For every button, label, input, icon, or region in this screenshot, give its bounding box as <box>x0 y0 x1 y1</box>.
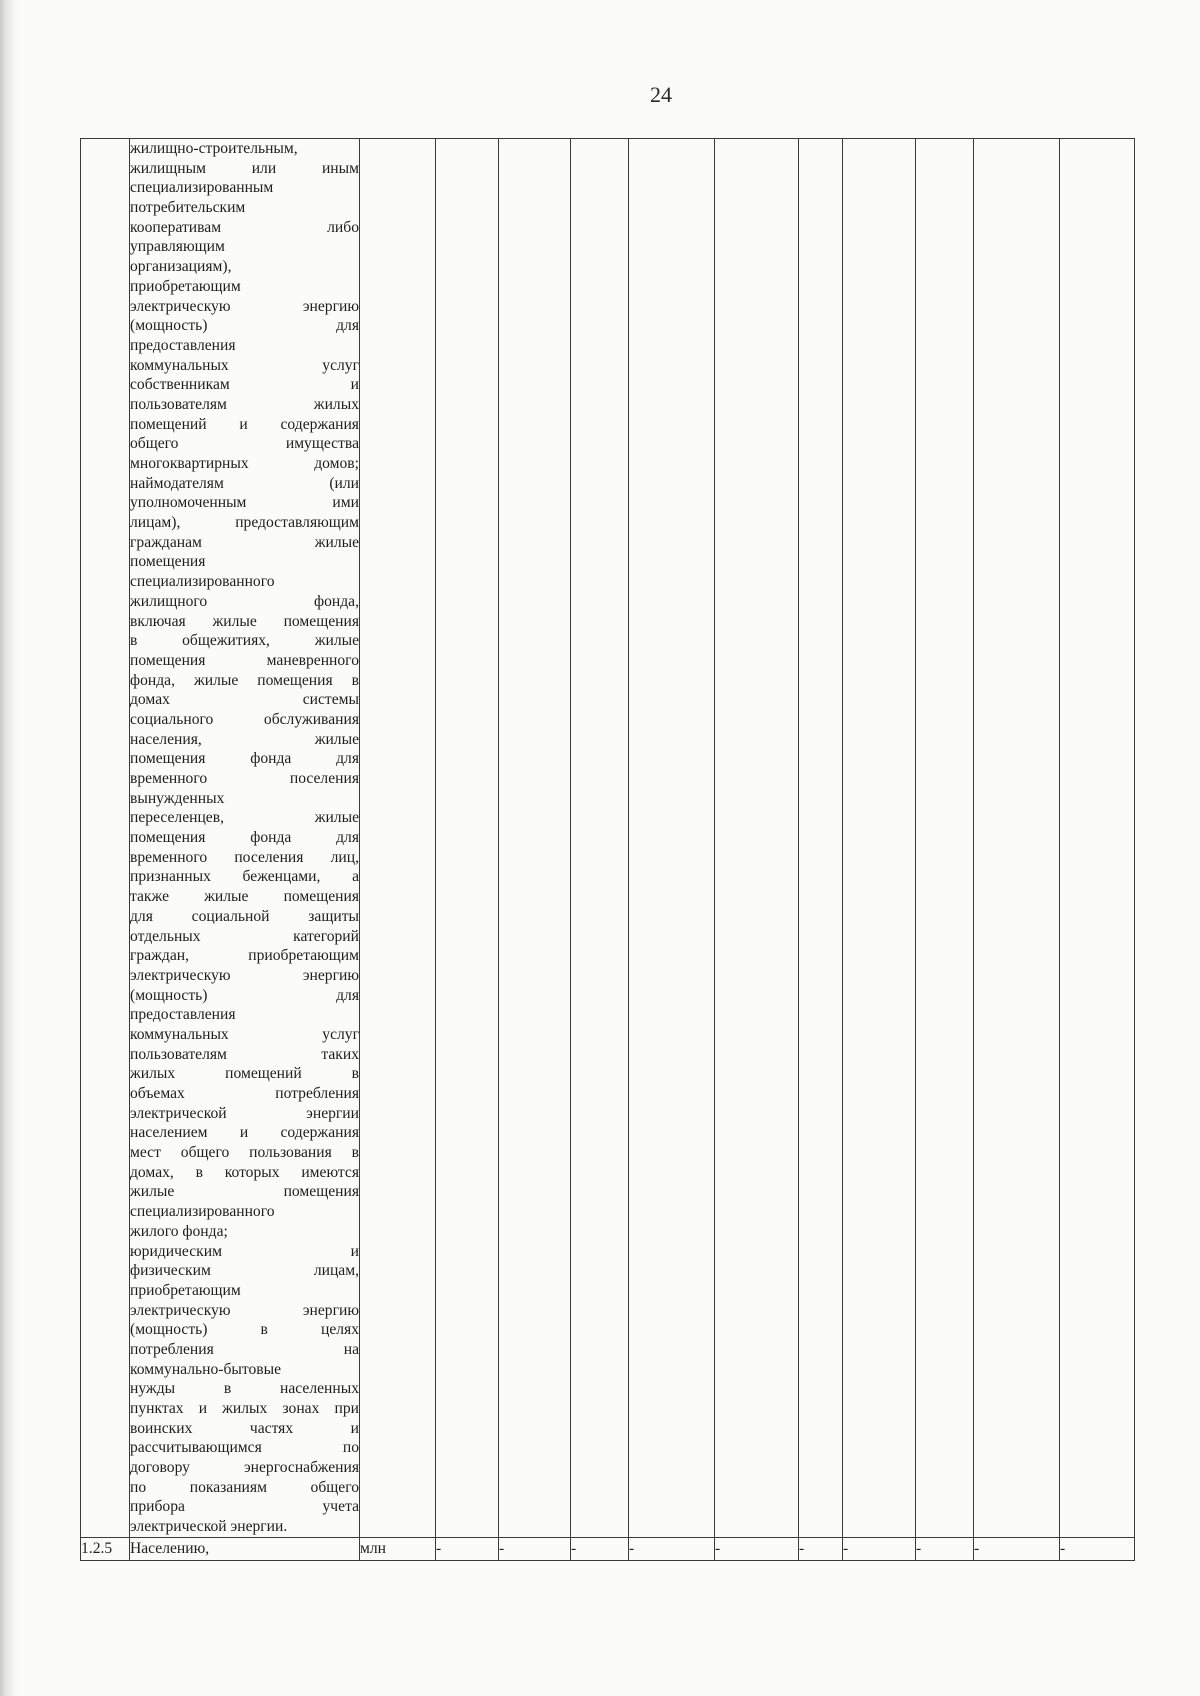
description-line: электрической энергии <box>130 1104 359 1122</box>
description-line: по показаниям общего <box>130 1478 359 1496</box>
description-line: жилого фонда; <box>130 1222 228 1240</box>
description-line: фонда, жилые помещения в <box>130 671 359 689</box>
description-line: граждан, приобретающим <box>130 947 359 965</box>
data-table <box>80 138 1135 1561</box>
description-line: временного поселения лиц, <box>130 848 359 866</box>
description-line: включая жилые помещения <box>130 612 359 630</box>
description-line: предоставления <box>130 1006 236 1024</box>
value-dash: - <box>436 1537 499 1560</box>
description-line: (мощность) в целях <box>130 1321 359 1339</box>
description-line: потребительским <box>130 199 246 217</box>
page-number: 24 <box>650 82 672 107</box>
value-cell <box>571 139 629 1538</box>
description-line: населения, жилые <box>130 730 359 748</box>
description-line: электрическую энергию <box>130 966 359 984</box>
description-line: мест общего пользования в <box>130 1144 359 1162</box>
description-line: жилые помещения <box>130 1183 359 1201</box>
value-cell <box>436 139 499 1538</box>
description-line: жилищного фонда, <box>130 592 359 610</box>
description-line: домах системы <box>130 691 359 709</box>
description-line: объемах потребления <box>130 1085 359 1102</box>
description-line: помещения фонда для <box>130 750 359 768</box>
value-dash: - <box>629 1537 715 1560</box>
value-cell <box>499 139 571 1538</box>
description-line: временного поселения <box>130 770 359 787</box>
description-line: электрической энергии. <box>130 1518 288 1536</box>
value-dash: - <box>916 1537 974 1560</box>
description-line: рассчитывающимся по <box>130 1439 359 1457</box>
row-label: Населению, <box>130 1537 360 1560</box>
description-line: собственникам и <box>130 376 359 394</box>
description-line: помещения <box>130 553 206 571</box>
description-line: управляющим <box>130 238 225 256</box>
description-line: лицам), предоставляющим <box>130 514 359 532</box>
description-line: отдельных категорий <box>130 927 359 945</box>
value-dash: - <box>843 1537 916 1560</box>
description-line: организациям), <box>130 258 232 276</box>
value-cell <box>974 139 1060 1538</box>
value-cell <box>843 139 916 1538</box>
description-line: пользователям жилых <box>130 395 359 413</box>
unit-cell <box>360 139 436 1538</box>
description-line: юридическим и <box>130 1242 359 1260</box>
value-dash: - <box>499 1537 571 1560</box>
description-line: физическим лицам, <box>130 1262 359 1280</box>
description-line: уполномоченным ими <box>130 494 359 512</box>
description-line: помещений и содержания <box>130 415 359 433</box>
description-line: специализированным <box>130 179 274 197</box>
description-line: в общежитиях, жилые <box>130 632 359 650</box>
description-line: помещения маневренного <box>130 651 359 669</box>
value-dash: - <box>1060 1537 1135 1560</box>
value-cell <box>715 139 799 1538</box>
description-line: специализированного <box>130 573 275 591</box>
description-line: (мощность) для <box>130 986 359 1004</box>
description-line: коммунальных услуг <box>130 1025 359 1043</box>
description-line: жилых помещений в <box>130 1065 359 1083</box>
description-line: жилищным или иным <box>130 159 359 177</box>
description-line: приобретающим <box>130 1281 241 1299</box>
value-dash: - <box>799 1537 843 1560</box>
description-line: кооперативам либо <box>130 218 359 236</box>
description-line: электрическую энергию <box>130 1301 359 1319</box>
description-line: коммунально-бытовые <box>130 1360 282 1378</box>
description-line: (мощность) для <box>130 317 359 335</box>
description-line: также жилые помещения <box>130 888 359 906</box>
description-line: пунктах и жилых зонах при <box>130 1400 359 1417</box>
table-row-1-2-5 <box>81 1537 1135 1560</box>
description-line: гражданам жилые <box>130 533 359 551</box>
description-line: пользователям таких <box>130 1045 359 1063</box>
description-line: домах, в которых имеются <box>130 1163 359 1181</box>
value-dash: - <box>974 1537 1060 1560</box>
description-line: социального обслуживания <box>130 710 359 728</box>
description-line: жилищно-строительным, <box>130 140 298 157</box>
description-line: многоквартирных домов; <box>130 455 359 472</box>
description-line: приобретающим <box>130 277 241 295</box>
description-line: воинских частях и <box>130 1419 359 1437</box>
description-line: для социальной защиты <box>130 907 359 925</box>
value-cell <box>799 139 843 1538</box>
description-line: электрическую энергию <box>130 297 359 315</box>
description-line: общего имущества <box>130 435 359 453</box>
description-line: населением и содержания <box>130 1124 359 1142</box>
description-line: переселенцев, жилые <box>130 809 359 827</box>
scan-edge-shadow <box>0 0 20 1696</box>
description-line: специализированного <box>130 1203 275 1221</box>
description-line: вынужденных <box>130 789 225 807</box>
value-cell <box>916 139 974 1538</box>
value-cell <box>1060 139 1135 1538</box>
description-line: договору энергоснабжения <box>130 1459 359 1477</box>
row-number-cell <box>81 139 130 1538</box>
unit-label: млн <box>360 1537 436 1560</box>
description-cell <box>130 139 360 1538</box>
row-number: 1.2.5 <box>81 1537 130 1560</box>
description-line: коммунальных услуг <box>130 356 359 374</box>
value-dash: - <box>715 1537 799 1560</box>
value-cell <box>629 139 715 1538</box>
description-line: предоставления <box>130 336 236 354</box>
description-line: наймодателям (или <box>130 474 359 492</box>
description-line: потребления на <box>130 1340 359 1358</box>
table-row-continued <box>81 139 1135 1538</box>
description-line: нужды в населенных <box>130 1380 359 1398</box>
value-dash: - <box>571 1537 629 1560</box>
description-line: прибора учета <box>130 1498 359 1516</box>
description-line: помещения фонда для <box>130 829 359 847</box>
description-line: признанных беженцами, а <box>130 868 359 886</box>
